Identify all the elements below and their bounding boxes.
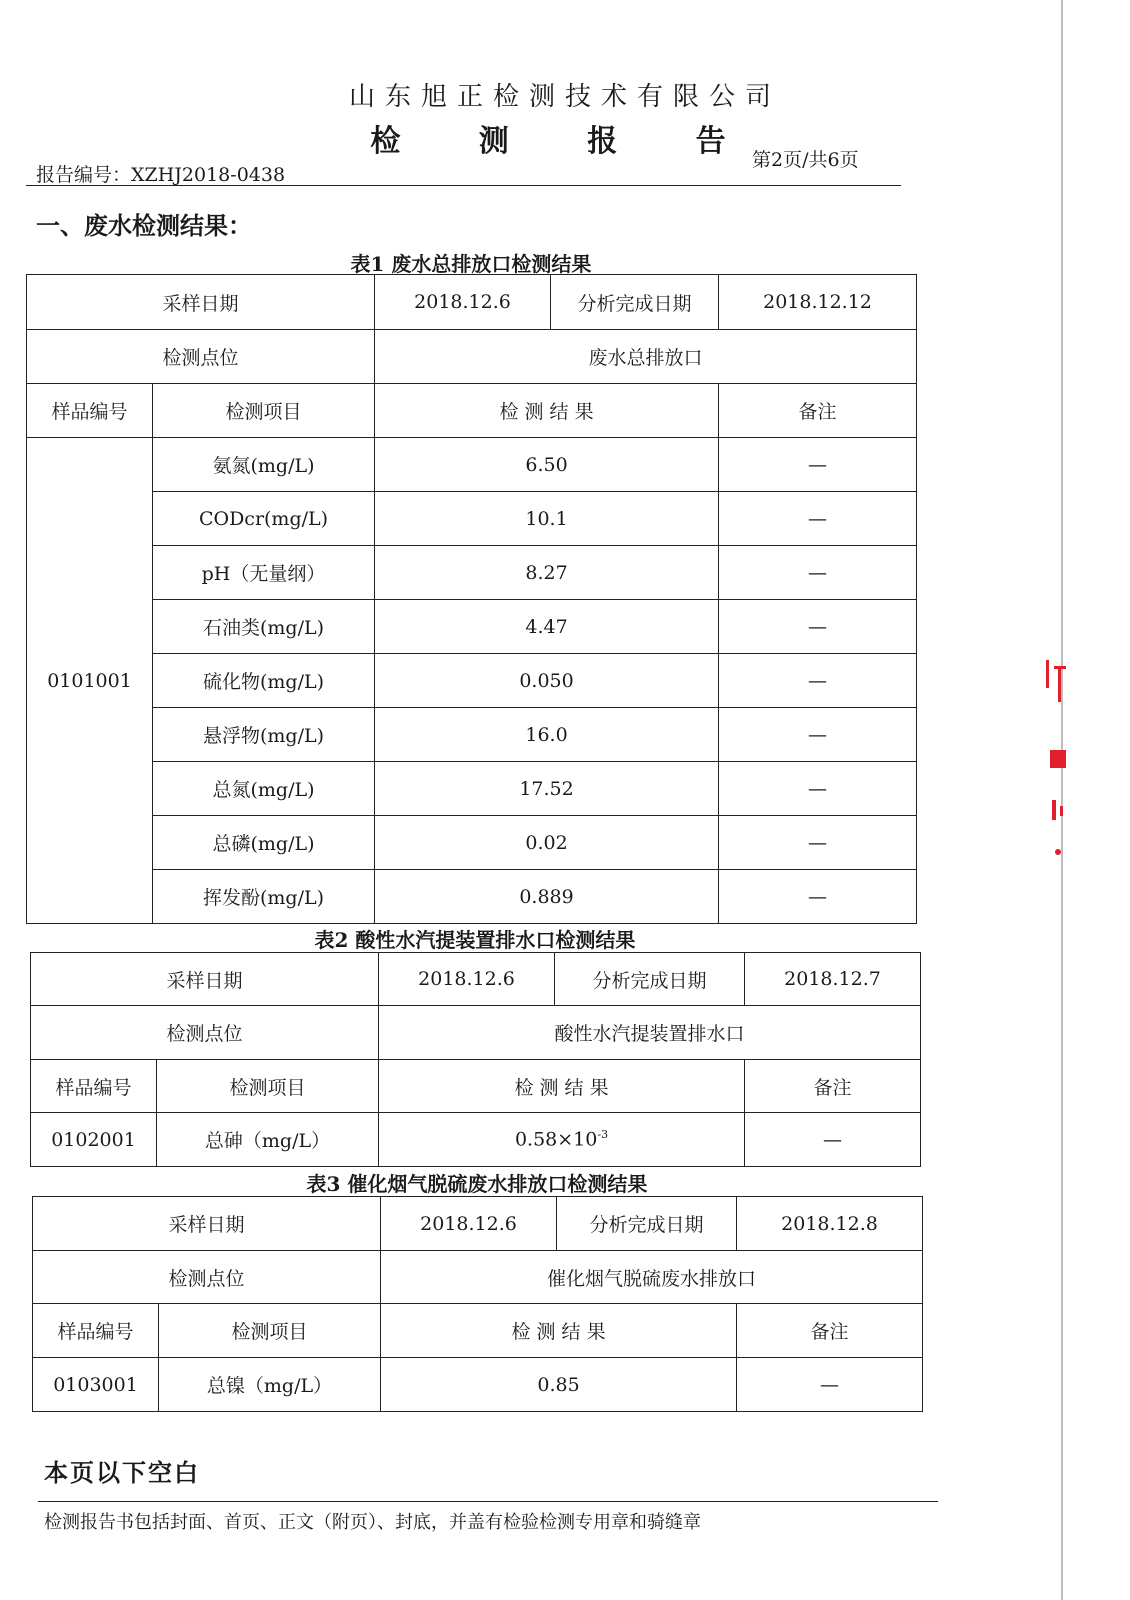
table2-analysis-date-label: 分析完成日期 [555, 953, 745, 1006]
table3-analysis-date: 2018.12.8 [737, 1197, 923, 1251]
table1-item: CODcr(mg/L) [153, 492, 375, 546]
footer-note: 检测报告书包括封面、首页、正文（附页）、封底，并盖有检验检测专用章和骑缝章 [44, 1512, 701, 1533]
table1-remark: — [719, 492, 917, 546]
table1-remark: — [719, 708, 917, 762]
table3-sampling-date-label: 采样日期 [33, 1197, 381, 1251]
header-divider [26, 185, 901, 186]
company-name: 山东旭正检测技术有限公司 [348, 82, 781, 112]
table1-caption: 表1 废水总排放口检测结果 [350, 252, 592, 276]
table3-result-header: 检 测 结 果 [381, 1304, 737, 1358]
table1-item: 挥发酚(mg/L) [153, 870, 375, 924]
table1-location: 废水总排放口 [375, 330, 917, 384]
table2-result-header: 检 测 结 果 [379, 1060, 745, 1113]
table1-item: pH（无量纲） [153, 546, 375, 600]
table2-result-exponent: -3 [597, 1128, 609, 1142]
table1 [26, 274, 917, 924]
table1-result: 6.50 [375, 438, 719, 492]
table1-remark: — [719, 546, 917, 600]
table1-remark: — [719, 816, 917, 870]
table1-remark-header: 备注 [719, 384, 917, 438]
table2-remark: — [745, 1113, 921, 1167]
table1-result: 17.52 [375, 762, 719, 816]
table2-location-label: 检测点位 [31, 1006, 379, 1060]
footer-divider [38, 1501, 938, 1502]
table1-location-label: 检测点位 [27, 330, 375, 384]
table1-remark: — [719, 654, 917, 708]
table1-result: 8.27 [375, 546, 719, 600]
table1-result: 4.47 [375, 600, 719, 654]
table2-result-base: 0.58×10 [514, 1128, 598, 1151]
table2-sampling-date-label: 采样日期 [31, 953, 379, 1006]
table1-item: 硫化物(mg/L) [153, 654, 375, 708]
table3-result: 0.85 [381, 1358, 737, 1412]
report-number: 报告编号：XZHJ2018-0438 [36, 164, 286, 186]
table3-remark-header: 备注 [737, 1304, 923, 1358]
table3-caption: 表3 催化烟气脱硫废水排放口检测结果 [306, 1172, 648, 1196]
table1-result: 0.050 [375, 654, 719, 708]
table2-item: 总砷（mg/L） [157, 1113, 379, 1167]
table1-remark: — [719, 870, 917, 924]
blank-below-note: 本页以下空白 [44, 1458, 200, 1487]
table2-location: 酸性水汽提装置排水口 [379, 1006, 921, 1060]
table1-remark: — [719, 600, 917, 654]
table2-sample-no-header: 样品编号 [31, 1060, 157, 1113]
table1-result: 0.02 [375, 816, 719, 870]
table3-location-label: 检测点位 [33, 1251, 381, 1304]
table1-sample-no: 0101001 [27, 438, 153, 924]
table3-remark: — [737, 1358, 923, 1412]
table3-sampling-date: 2018.12.6 [381, 1197, 557, 1251]
table1-item: 石油类(mg/L) [153, 600, 375, 654]
table3 [32, 1196, 923, 1412]
table2 [30, 952, 921, 1167]
table1-result-header: 检 测 结 果 [375, 384, 719, 438]
table2-analysis-date: 2018.12.7 [745, 953, 921, 1006]
table1-item: 氨氮(mg/L) [153, 438, 375, 492]
table1-result: 10.1 [375, 492, 719, 546]
table1-sampling-date-label: 采样日期 [27, 275, 375, 330]
table1-sample-no-header: 样品编号 [27, 384, 153, 438]
page-info: 第2页/共6页 [752, 149, 859, 171]
section-title: 一、废水检测结果： [36, 211, 252, 240]
table2-sampling-date: 2018.12.6 [379, 953, 555, 1006]
table1-analysis-date: 2018.12.12 [719, 275, 917, 330]
table1-item-header: 检测项目 [153, 384, 375, 438]
table1-sampling-date: 2018.12.6 [375, 275, 551, 330]
table1-item: 悬浮物(mg/L) [153, 708, 375, 762]
table1-remark: — [719, 438, 917, 492]
table1-remark: — [719, 762, 917, 816]
table3-item: 总镍（mg/L） [159, 1358, 381, 1412]
table1-result: 16.0 [375, 708, 719, 762]
table3-sample-no-header: 样品编号 [33, 1304, 159, 1358]
table1-result: 0.889 [375, 870, 719, 924]
report-title: 检 测 报 告 [370, 124, 760, 159]
table3-location: 催化烟气脱硫废水排放口 [381, 1251, 923, 1304]
table2-remark-header: 备注 [745, 1060, 921, 1113]
table3-sample-no: 0103001 [33, 1358, 159, 1412]
seal-stamp-fragment [1040, 660, 1070, 880]
table2-caption: 表2 酸性水汽提装置排水口检测结果 [314, 928, 636, 952]
table1-analysis-date-label: 分析完成日期 [551, 275, 719, 330]
table2-result [379, 1113, 745, 1167]
table3-analysis-date-label: 分析完成日期 [557, 1197, 737, 1251]
table2-sample-no: 0102001 [31, 1113, 157, 1167]
table1-item: 总氮(mg/L) [153, 762, 375, 816]
table2-item-header: 检测项目 [157, 1060, 379, 1113]
table3-item-header: 检测项目 [159, 1304, 381, 1358]
table1-item: 总磷(mg/L) [153, 816, 375, 870]
